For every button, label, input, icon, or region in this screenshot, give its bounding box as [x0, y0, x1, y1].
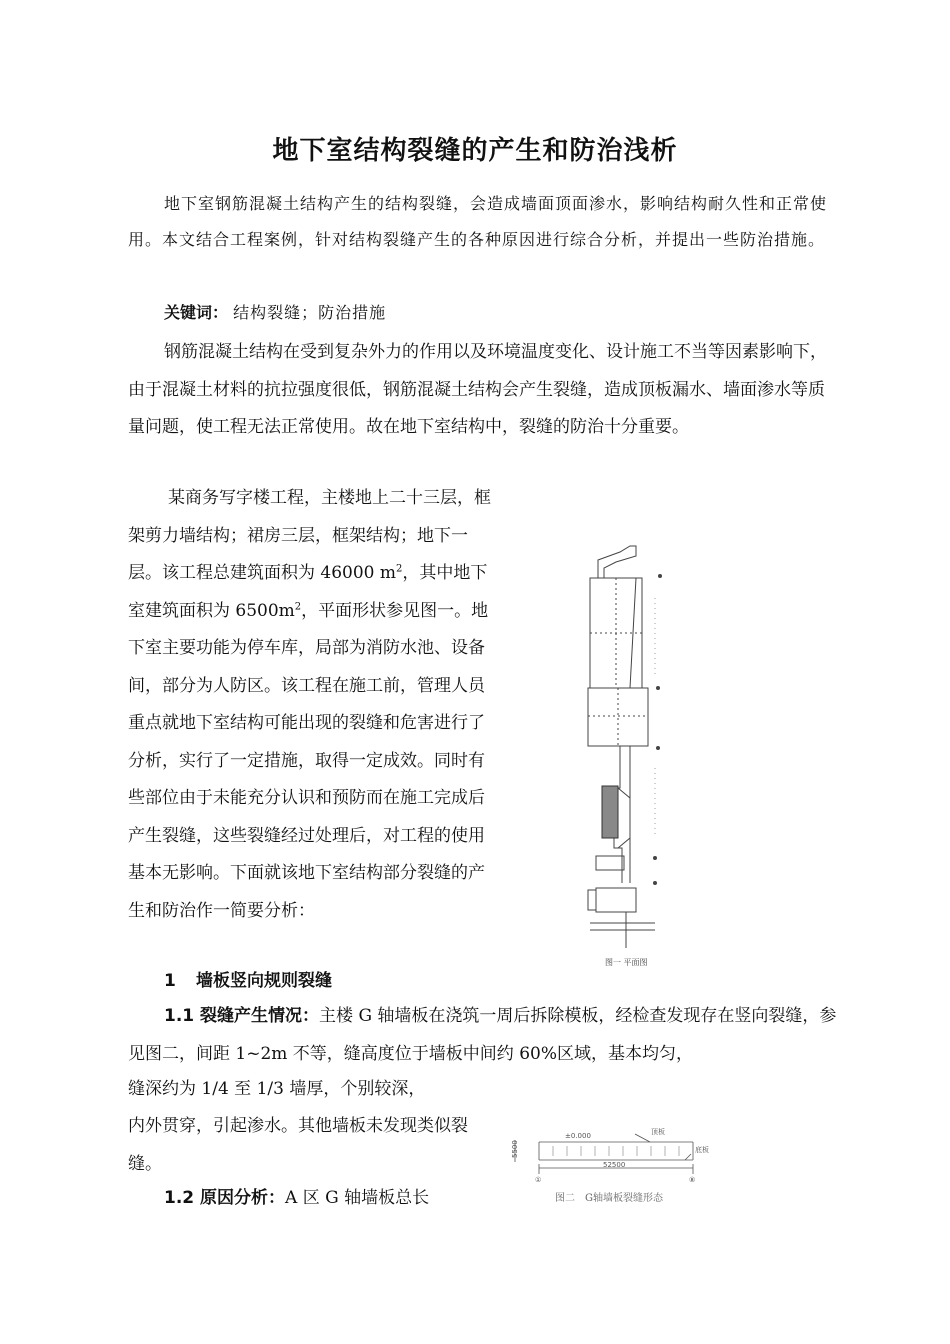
crack-situation-text: 主楼 G 轴墙板在浇筑一周后拆除模板，经检查发现存在竖向裂缝，参见图二，间距 1~2m 不等，缝高度位于墙板中间约 60%区域，基本均匀， [128, 1006, 837, 1064]
superscript: 2 [294, 600, 302, 612]
figure-2-length-label: 52500 [603, 1161, 626, 1169]
figure-1-caption: 图一 平面图 [605, 958, 648, 967]
figure-2-elevation-label: ±0.000 [565, 1132, 591, 1140]
paragraph-lead: 1.1 裂缝产生情况： [164, 1006, 320, 1026]
project-text-b: ，其中地下室建筑面积为 6500m [128, 563, 488, 621]
figure-1-plan-drawing [560, 538, 675, 968]
project-text-a: 某商务写字楼工程，主楼地上二十三层，框架剪力墙结构；裙房三层，框架结构；地下一层。该工程总建筑面积为 46000 m [128, 488, 491, 583]
superscript: 2 [396, 563, 403, 575]
figure-2-wall-elevation [505, 1122, 709, 1188]
paragraph-crack-depth: 缝深约为 1/4 至 1/3 墙厚，个别较深， [128, 1079, 426, 1099]
figure-2-bottom-slab-label: 底板 [695, 1146, 709, 1154]
paragraph-crack-situation [128, 998, 838, 1073]
figure-2-height-label: 5500 [511, 1140, 519, 1158]
section-heading [164, 966, 332, 991]
figure-2-top-slab-label: 顶板 [651, 1128, 665, 1136]
paragraph-project [128, 480, 500, 930]
paragraph-lead: 1.2 原因分析： [164, 1188, 286, 1208]
figure-2-caption: 图二 G轴墙板裂缝形态 [555, 1193, 663, 1204]
paragraph-intro: 钢筋混凝土结构在受到复杂外力的作用以及环境温度变化、设计施工不当等因素影响下，由于混凝土材料的抗拉强度很低，钢筋混凝土结构会产生裂缝，造成顶板漏水、墙面渗水等质量问题，使工程无法正常使用。故在地下室结构中，裂缝的防治十分重要。 [128, 342, 827, 437]
abstract: 地下室钢筋混凝土结构产生的结构裂缝，会造成墙面顶面渗水，影响结构耐久性和正常使用。本文结合工程案例，针对结构裂缝产生的各种原因进行综合分析，并提出一些防治措施。 [128, 194, 828, 249]
section-number: 1 [164, 971, 176, 991]
paragraph-cause-analysis [128, 1180, 468, 1218]
figure-2-axis-right: ⑧ [689, 1176, 696, 1184]
section-title: 墙板竖向规则裂缝 [196, 971, 332, 991]
keywords-text: 结构裂缝；防治措施 [233, 303, 387, 322]
paragraph-crack-through: 内外贯穿，引起渗水。其他墙板未发现类似裂缝。 [128, 1116, 468, 1174]
figure-2-axis-left: ① [535, 1176, 542, 1184]
keywords-label: 关键词： [164, 303, 229, 322]
keywords [164, 300, 386, 323]
page-title: 地下室结构裂缝的产生和防治浅析 [272, 136, 678, 166]
cause-analysis-text: A 区 G 轴墙板总长 [285, 1188, 430, 1208]
project-text-c: ，平面形状参见图一。地下室主要功能为停车库，局部为消防水池、设备间，部分为人防区。该工程在施工前，管理人员重点就地下室结构可能出现的裂缝和危害进行了分析，实行了一定措施，取得一定成效。同时有些部位由于未能充分认识和预防而在施工完成后产生裂缝，这些裂缝经过处理后，对工程的使用基本无影响。下面就该地下室结构部分裂缝的产生和防治作一简要分析： [128, 600, 489, 921]
